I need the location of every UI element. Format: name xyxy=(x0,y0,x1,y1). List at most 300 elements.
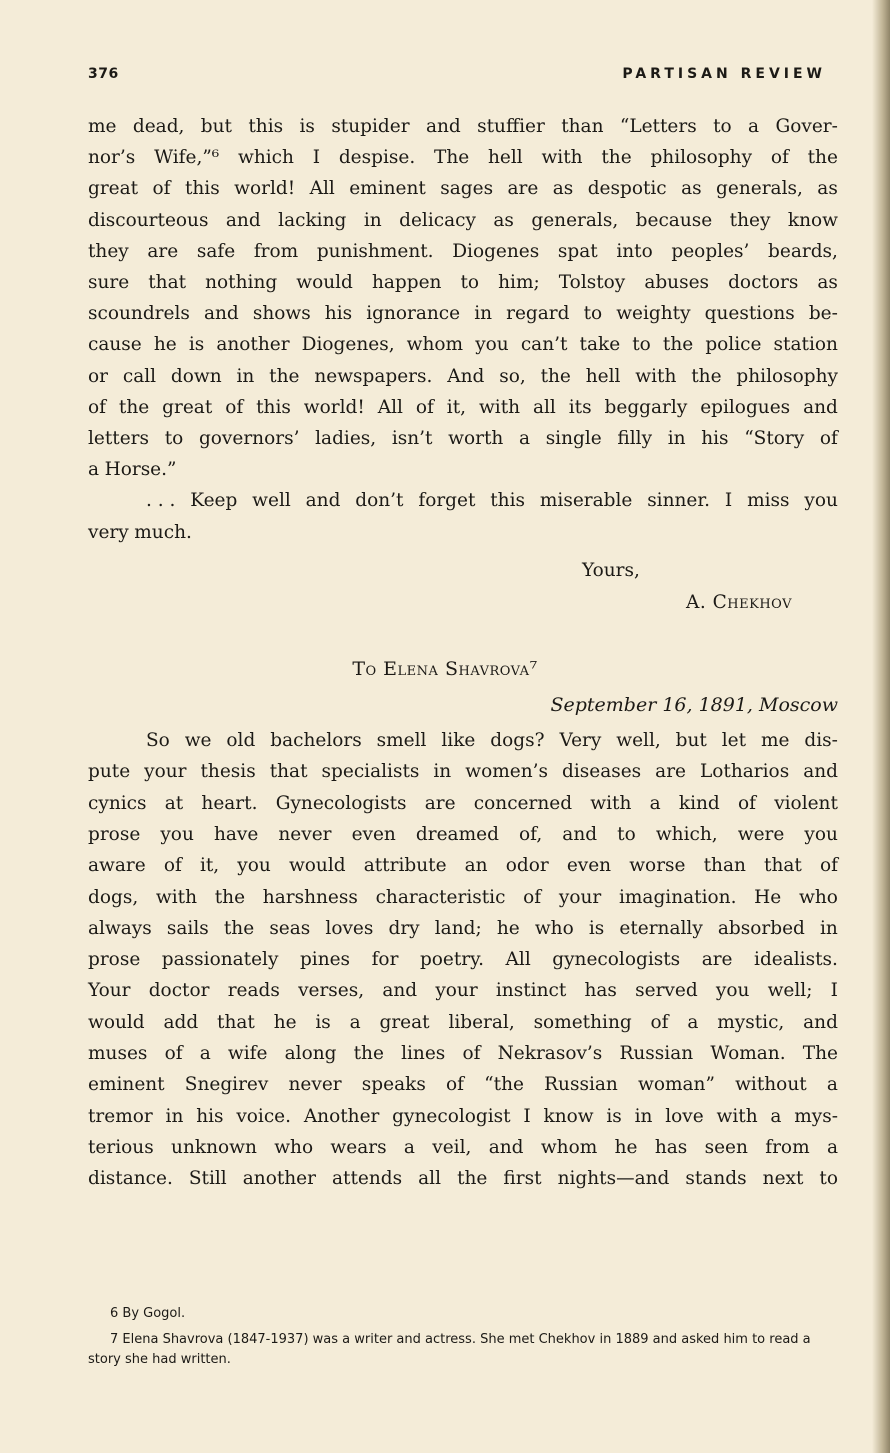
word: your xyxy=(144,761,187,783)
word: would xyxy=(288,855,346,877)
word: dead, xyxy=(132,116,185,137)
word: and xyxy=(803,761,838,783)
word: old xyxy=(226,730,256,751)
word: He xyxy=(754,886,782,908)
word: in xyxy=(236,365,255,387)
word: in xyxy=(433,761,452,783)
word: the xyxy=(269,365,300,387)
word: doctors xyxy=(728,272,799,293)
word: from xyxy=(765,1136,810,1158)
word: sinner. xyxy=(647,490,711,512)
word: lines xyxy=(401,1043,446,1064)
word: who xyxy=(274,1136,314,1158)
word: with xyxy=(590,792,632,814)
word: of xyxy=(650,1011,669,1033)
word: Your xyxy=(88,980,131,1002)
word: in xyxy=(820,917,838,939)
word: his xyxy=(701,428,729,449)
text-line xyxy=(88,1041,838,1067)
word: to xyxy=(617,823,636,845)
word: an xyxy=(464,855,488,877)
word: as xyxy=(817,178,838,200)
word: filly xyxy=(617,428,653,449)
word: are xyxy=(424,792,456,814)
word: and xyxy=(203,303,239,325)
word: Keep xyxy=(190,490,238,512)
word: all xyxy=(532,396,556,418)
word: is xyxy=(315,1011,331,1033)
word: you xyxy=(160,823,194,845)
word: philosophy xyxy=(736,365,838,387)
word: that xyxy=(217,1011,255,1033)
word: seen xyxy=(704,1136,748,1158)
word: this xyxy=(490,490,526,512)
word: of xyxy=(163,855,182,877)
text-line xyxy=(88,176,838,202)
text-line xyxy=(88,885,838,911)
word: stands xyxy=(685,1168,747,1190)
text-line xyxy=(88,1072,838,1098)
word: Gynecologists xyxy=(275,792,407,814)
word: I xyxy=(523,1105,531,1127)
word: sails xyxy=(166,917,209,939)
word: seas xyxy=(269,917,311,939)
word: woman” xyxy=(637,1074,715,1096)
word: a xyxy=(826,1136,838,1158)
word: in xyxy=(474,303,493,325)
word: let xyxy=(721,730,747,751)
word: has xyxy=(654,1136,688,1158)
word: another xyxy=(216,334,290,356)
word: of xyxy=(225,396,244,418)
word: with xyxy=(478,396,521,418)
word: characteristic xyxy=(375,886,506,908)
word: is xyxy=(588,917,605,939)
word: cynics xyxy=(88,792,147,814)
word: land; xyxy=(434,917,482,939)
word: and xyxy=(225,209,261,231)
word: in xyxy=(667,428,686,449)
word: eminent xyxy=(349,178,426,200)
word: all xyxy=(418,1168,442,1190)
word: And xyxy=(447,365,485,387)
word: as xyxy=(817,272,838,293)
word: dogs? xyxy=(490,730,545,751)
word: distance. xyxy=(88,1168,173,1190)
word: a xyxy=(748,116,760,137)
word: I xyxy=(724,490,733,512)
word: The xyxy=(802,1043,838,1064)
word: you xyxy=(715,980,750,1002)
word: specialists xyxy=(321,761,420,783)
word: they xyxy=(88,240,129,262)
word: I xyxy=(830,980,838,1002)
word: much. xyxy=(134,521,192,543)
word: of xyxy=(88,396,106,418)
dateline: September 16, 1891, Moscow xyxy=(550,694,838,716)
word: So xyxy=(146,730,170,751)
word: know xyxy=(543,1105,594,1127)
text-line xyxy=(88,1135,838,1161)
word: punishment. xyxy=(316,240,434,262)
word: peoples’ xyxy=(671,240,750,262)
text-line xyxy=(88,457,838,483)
word: that xyxy=(764,855,802,877)
letter-heading: To Elena Shavrova⁷ xyxy=(352,658,538,680)
word: prose xyxy=(88,949,141,971)
text-line xyxy=(88,1166,838,1192)
word: I xyxy=(312,147,321,169)
word: the xyxy=(540,365,571,387)
text-line xyxy=(88,759,838,785)
word: gynecologist xyxy=(392,1105,511,1127)
word: safe xyxy=(196,240,236,262)
word: beards, xyxy=(768,240,838,262)
word: All xyxy=(505,949,531,971)
word: a xyxy=(826,1074,838,1096)
word: nothing xyxy=(205,272,278,293)
word: mystic, xyxy=(717,1011,785,1033)
word: a xyxy=(649,792,661,814)
text-line xyxy=(88,114,838,140)
word: a xyxy=(199,1043,211,1064)
text-line xyxy=(88,520,838,546)
word: prose xyxy=(88,823,141,845)
word: him; xyxy=(498,272,540,293)
word: has xyxy=(584,980,617,1002)
word: passionately xyxy=(161,949,279,971)
word: attends xyxy=(332,1168,403,1190)
word: a xyxy=(349,1011,361,1033)
word: attribute xyxy=(363,855,447,877)
word: imagination. xyxy=(618,886,737,908)
word: harshness xyxy=(262,886,358,908)
word: as xyxy=(681,178,702,200)
word: the xyxy=(662,334,694,356)
word: but xyxy=(200,116,232,137)
word: well, xyxy=(616,730,661,751)
word: a xyxy=(687,1011,699,1033)
word: dogs, xyxy=(88,886,139,908)
word: Wife,”⁶ xyxy=(154,147,220,169)
word: heart. xyxy=(201,792,258,814)
word: the xyxy=(807,147,838,169)
word: we xyxy=(184,730,212,751)
word: he xyxy=(496,917,520,939)
word: of xyxy=(819,855,838,877)
word: eminent xyxy=(88,1074,165,1096)
word: like xyxy=(441,730,476,751)
word: liberal, xyxy=(448,1011,515,1033)
word: as xyxy=(552,178,574,200)
word: add xyxy=(163,1011,199,1033)
word: the xyxy=(118,396,150,418)
word: Tolstoy xyxy=(558,272,626,293)
word: another xyxy=(242,1168,316,1190)
word: reads xyxy=(227,980,280,1002)
text-line xyxy=(88,1010,838,1036)
word: world! xyxy=(234,178,296,200)
text-line xyxy=(88,791,838,817)
word: this xyxy=(256,396,291,418)
word: of xyxy=(737,792,756,814)
word: down xyxy=(170,365,222,387)
word: unknown xyxy=(171,1136,257,1158)
word: with xyxy=(716,1105,758,1127)
word: diseases xyxy=(562,761,642,783)
word: love xyxy=(665,1105,704,1127)
word: speaks xyxy=(361,1074,426,1096)
word: great xyxy=(162,396,213,418)
word: Diogenes xyxy=(452,240,540,262)
text-line xyxy=(88,916,838,942)
word: without xyxy=(735,1074,807,1096)
word: lacking xyxy=(278,209,347,231)
word: world! xyxy=(303,396,365,418)
word: the xyxy=(457,1168,488,1190)
word: very xyxy=(88,521,129,543)
word: “Letters xyxy=(619,116,697,137)
word: in xyxy=(363,209,382,231)
word: verses, xyxy=(298,980,365,1002)
word: kind xyxy=(678,792,720,814)
word: tremor xyxy=(88,1105,153,1127)
word: thesis xyxy=(200,761,256,783)
word: Woman. xyxy=(710,1043,786,1064)
word: poetry. xyxy=(419,949,485,971)
word: smell xyxy=(376,730,427,751)
word: its xyxy=(568,396,592,418)
word: that xyxy=(269,761,308,783)
word: muses xyxy=(88,1043,148,1064)
word: he xyxy=(153,334,177,356)
word: forget xyxy=(418,490,476,512)
word: despotic xyxy=(587,178,667,200)
word: isn’t xyxy=(391,428,433,449)
word: newspapers. xyxy=(314,365,433,387)
word: or xyxy=(88,365,108,387)
word: hell xyxy=(487,147,523,169)
word: eternally xyxy=(619,917,703,939)
word: always xyxy=(88,917,152,939)
text-line xyxy=(88,822,838,848)
word: happen xyxy=(371,272,442,293)
word: scoundrels xyxy=(88,303,190,325)
word: and xyxy=(305,490,341,512)
word: to xyxy=(164,428,184,449)
word: gynecologists xyxy=(552,949,681,971)
text-line xyxy=(88,364,838,390)
word: philosophy xyxy=(650,147,753,169)
signature: A. Chekhov xyxy=(686,592,792,613)
word: Still xyxy=(188,1168,227,1190)
word: regard xyxy=(506,303,570,325)
word: Russian xyxy=(544,1074,618,1096)
word: pines xyxy=(299,949,351,971)
word: well xyxy=(252,490,291,512)
word: generals, xyxy=(716,178,803,200)
word: are xyxy=(701,949,733,971)
word: which xyxy=(238,147,294,169)
text-line xyxy=(88,947,838,973)
word: of, xyxy=(519,823,543,845)
word: of xyxy=(152,178,171,200)
word: know xyxy=(787,209,838,231)
word: this xyxy=(248,116,284,137)
word: the xyxy=(214,886,246,908)
word: of xyxy=(462,1043,481,1064)
word: stupider xyxy=(331,116,410,137)
word: are xyxy=(147,240,179,262)
word: wife xyxy=(227,1043,268,1064)
word: of xyxy=(446,1074,464,1096)
word: with xyxy=(155,886,198,908)
word: a xyxy=(518,428,531,449)
word: “the xyxy=(484,1074,524,1096)
word: are xyxy=(507,178,539,200)
word: is xyxy=(299,116,315,137)
word: Diogenes, xyxy=(301,334,395,356)
word: veil, xyxy=(432,1136,472,1158)
word: bachelors xyxy=(270,730,362,751)
word: something xyxy=(533,1011,632,1033)
word: at xyxy=(164,792,184,814)
word: absorbed xyxy=(717,917,805,939)
word: never xyxy=(288,1074,342,1096)
word: ignorance xyxy=(366,303,461,325)
word: were xyxy=(737,823,785,845)
word: abuses xyxy=(644,272,710,293)
word: Gover- xyxy=(775,116,838,137)
word: me xyxy=(760,730,790,751)
word: whom xyxy=(540,1136,598,1158)
word: would xyxy=(296,272,353,293)
word: into xyxy=(616,240,653,262)
word: to xyxy=(713,116,732,137)
word: weighty xyxy=(616,303,691,325)
word: it, xyxy=(446,396,467,418)
word: Very xyxy=(559,730,602,751)
word: with xyxy=(541,147,583,169)
word: that xyxy=(148,272,187,293)
word: because xyxy=(635,209,713,231)
word: idealists. xyxy=(754,949,838,971)
text-line xyxy=(88,270,838,296)
word: cause xyxy=(88,334,142,356)
word: even xyxy=(351,823,396,845)
word: All xyxy=(309,178,335,200)
word: the xyxy=(601,147,632,169)
word: nights—and xyxy=(557,1168,670,1190)
word: and xyxy=(562,823,598,845)
word: never xyxy=(278,823,332,845)
footnote-7: 7 Elena Shavrova (1847-1937) was a writer and actress. She met Chekhov in 1889 and asked him to read a story she had written. xyxy=(88,1332,811,1367)
word: who xyxy=(534,917,574,939)
word: sages xyxy=(440,178,494,200)
word: letters xyxy=(88,428,150,449)
word: your xyxy=(558,886,602,908)
word: with xyxy=(635,365,677,387)
word: hell xyxy=(585,365,621,387)
text-line xyxy=(88,332,838,358)
word: well; xyxy=(767,980,813,1002)
word: pute xyxy=(88,761,131,783)
running-head xyxy=(88,66,826,86)
word: dreamed xyxy=(415,823,499,845)
word: nor’s xyxy=(88,147,136,169)
text-line xyxy=(88,978,838,1004)
word: governors’ xyxy=(198,428,300,449)
word: your xyxy=(435,980,478,1002)
word: Russian xyxy=(619,1043,694,1064)
word: he xyxy=(614,1136,638,1158)
word: instinct xyxy=(495,980,567,1002)
text-line xyxy=(88,301,838,327)
word: Nekrasov’s xyxy=(497,1043,603,1064)
text-line xyxy=(88,426,838,452)
word: you xyxy=(237,855,271,877)
word: is xyxy=(188,334,205,356)
word: in xyxy=(634,1105,653,1127)
word: odor xyxy=(505,855,549,877)
word: next xyxy=(762,1168,804,1190)
word: doctor xyxy=(148,980,210,1002)
word: Another xyxy=(303,1105,380,1127)
word: take xyxy=(579,334,621,356)
word: they xyxy=(729,209,771,231)
word: . . . xyxy=(146,490,176,512)
word: are xyxy=(655,761,686,783)
word: a xyxy=(770,1105,782,1127)
word: great xyxy=(88,178,139,200)
word: you xyxy=(475,334,509,356)
word: great xyxy=(379,1011,430,1033)
word: of xyxy=(415,396,434,418)
word: police xyxy=(705,334,762,356)
word: aware xyxy=(88,855,146,877)
word: of xyxy=(164,1043,183,1064)
word: Lotharios xyxy=(700,761,790,783)
word: violent xyxy=(774,792,838,814)
word: spat xyxy=(557,240,598,262)
text-line xyxy=(88,1104,838,1130)
word: than xyxy=(561,116,604,137)
word: stuffier xyxy=(477,116,545,137)
word: of xyxy=(770,147,789,169)
word: it, xyxy=(199,855,220,877)
word: who xyxy=(798,886,838,908)
word: and xyxy=(382,980,418,1002)
word: ladies, xyxy=(315,428,377,449)
word: All xyxy=(377,396,403,418)
word: to xyxy=(583,303,603,325)
word: The xyxy=(434,147,470,169)
word: dry xyxy=(388,917,420,939)
word: “Story xyxy=(744,428,805,449)
word: of xyxy=(819,428,838,449)
word: his xyxy=(196,1105,224,1127)
word: you xyxy=(804,490,838,512)
closing: Yours, xyxy=(582,560,640,581)
word: be- xyxy=(808,303,838,325)
word: to xyxy=(819,1168,838,1190)
word: to xyxy=(460,272,480,293)
text-line xyxy=(88,728,838,754)
word: miss xyxy=(747,490,790,512)
word: served xyxy=(635,980,698,1002)
word: epilogues xyxy=(700,396,791,418)
word: than xyxy=(703,855,746,877)
